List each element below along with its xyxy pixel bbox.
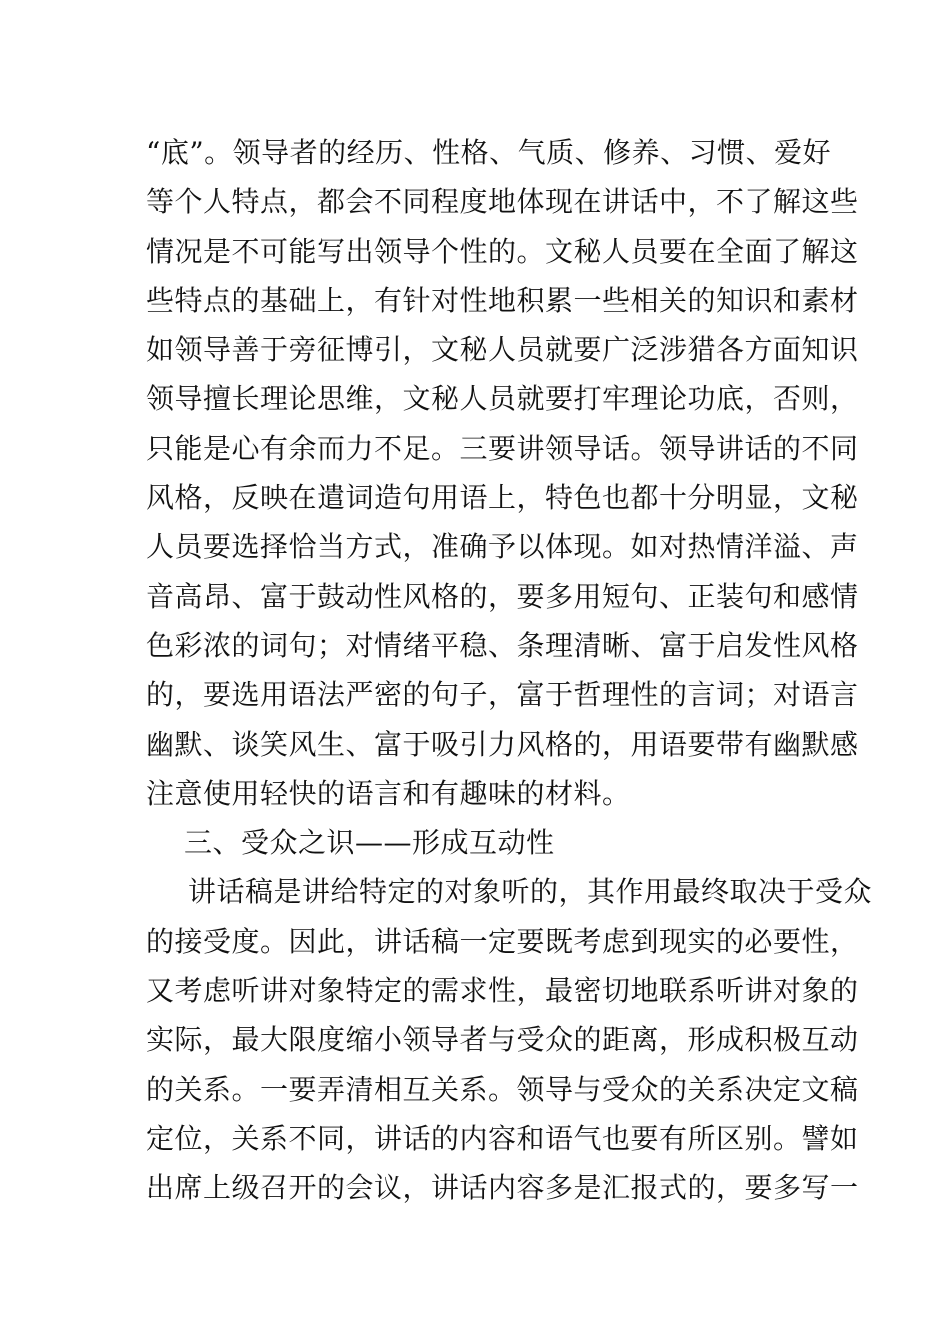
text-line: 人员要选择恰当方式，准确予以体现。如对热情洋溢、声 bbox=[146, 530, 859, 564]
text-line: 些特点的基础上，有针对性地积累一些相关的知识和素材 bbox=[146, 283, 859, 317]
text-line: 又考虑听讲对象特定的需求性，最密切地联系听讲对象的 bbox=[146, 974, 859, 1008]
text-line: 风格，反映在遣词造句用语上，特色也都十分明显，文秘 bbox=[146, 481, 859, 515]
text-line: 的，要选用语法严密的句子，富于哲理性的言词；对语言 bbox=[146, 678, 859, 712]
text-line: 色彩浓的词句；对情绪平稳、条理清晰、富于启发性风格 bbox=[146, 628, 859, 662]
text-line: 只能是心有余而力不足。三要讲领导话。领导讲话的不同 bbox=[146, 431, 859, 465]
text-line: 如领导善于旁征博引，文秘人员就要广泛涉猎各方面知识 bbox=[146, 333, 859, 367]
text-line: 的接受度。因此，讲话稿一定要既考虑到现实的必要性， bbox=[146, 924, 859, 958]
text-line: “底”。领导者的经历、性格、气质、修养、习惯、爱好 bbox=[146, 136, 832, 169]
text-line: 等个人特点，都会不同程度地体现在讲话中，不了解这些 bbox=[146, 185, 859, 219]
text-line: 的关系。一要弄清相互关系。领导与受众的关系决定文稿 bbox=[146, 1072, 859, 1106]
text-line: 出席上级召开的会议，讲话内容多是汇报式的，要多写一 bbox=[146, 1171, 859, 1205]
body-text bbox=[146, 128, 873, 1213]
paragraph-first-line: 讲话稿是讲给特定的对象听的，其作用最终取决于受众 bbox=[188, 875, 873, 909]
text-line: 幽默、谈笑风生、富于吸引力风格的，用语要带有幽默感 bbox=[146, 727, 859, 761]
text-line: 领导擅长理论思维，文秘人员就要打牢理论功底，否则， bbox=[146, 382, 859, 416]
text-line: 实际，最大限度缩小领导者与受众的距离，形成积极互动 bbox=[146, 1023, 859, 1057]
text-line: 定位，关系不同，讲话的内容和语气也要有所区别。譬如 bbox=[146, 1121, 859, 1155]
text-line: 情况是不可能写出领导个性的。文秘人员要在全面了解这 bbox=[146, 234, 859, 268]
text-line: 音高昂、富于鼓动性风格的，要多用短句、正装句和感情 bbox=[146, 579, 859, 613]
text-line: 注意使用轻快的语言和有趣味的材料。 bbox=[146, 776, 631, 810]
section-heading: 三、受众之识——形成互动性 bbox=[184, 826, 555, 860]
